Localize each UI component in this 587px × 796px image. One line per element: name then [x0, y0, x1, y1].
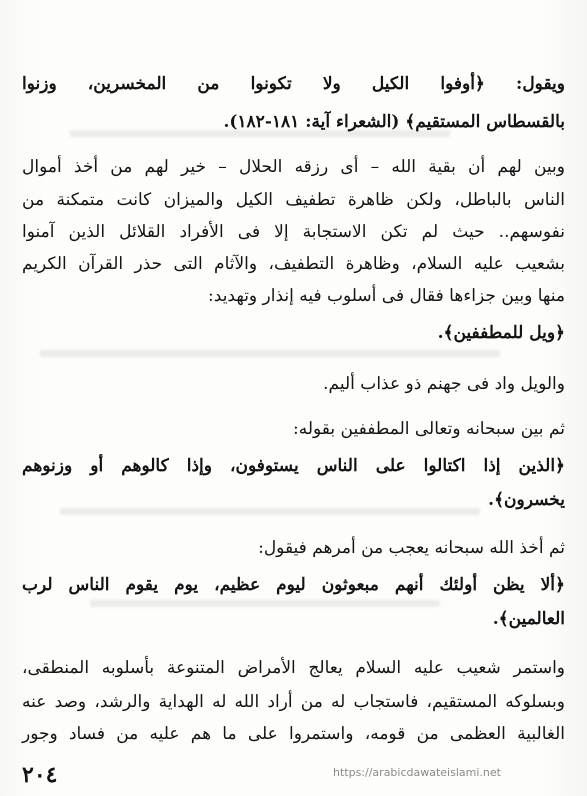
quran-verse: ﴿ألا يظن أولئك أنهم مبعوثون ليوم عظيم، يوم يقوم الناس لرب — [22, 575, 565, 595]
quran-verse: يخسرون﴾. — [488, 490, 565, 510]
watermark-url: https://arabicdawateislami.net — [333, 766, 501, 779]
text-line: الناس بالباطل، ولكن ظاهرة تطفيف الكيل والميزان كانت متمكنة من — [22, 190, 565, 210]
text-line: ويقول: ﴿أوفوا الكيل ولا تكونوا من المخسرين، وزنوا — [22, 74, 565, 94]
text-line: بشعيب عليه السلام، وظاهرة التطفيف، والآثام التى حذر القرآن الكريم — [22, 254, 565, 274]
text-line: ثم بين سبحانه وتعالى المطففين بقوله: — [293, 419, 565, 439]
text-line: منها وبين جزاءها فقال فى أسلوب فيه إنذار وتهديد: — [208, 286, 565, 306]
scan-noise — [40, 350, 500, 357]
text-line: والويل واد فى جهنم ذو عذاب أليم. — [323, 374, 565, 394]
quran-verse: ﴿الذين إذا اكتالوا على الناس يستوفون، وإذا كالوهم أو وزنوهم — [22, 456, 565, 476]
text-line: واستمر شعيب عليه السلام يعالج الأمراض المتنوعة بأسلوبه المنطقى، — [22, 658, 565, 678]
text-line: وبسلوكه المستقيم، فاستجاب له من أراد الله له الهداية والرشد، وصد عنه — [22, 692, 565, 712]
text-line: وبين لهم أن بقية الله – أى رزقه الحلال – خير لهم من أخذ أموال — [22, 157, 565, 177]
text-line: الغالبية العظمى من قومه، واستمروا على ما هم عليه من فساد وجور — [22, 724, 565, 744]
quran-verse: ﴿ويل للمطففين﴾. — [437, 323, 565, 343]
page-number: ٢٠٤ — [22, 762, 58, 788]
text-line: ثم أخذ الله سبحانه يعجب من أمرهم فيقول: — [258, 538, 565, 558]
text-line: بالقسطاس المستقيم﴾ (الشعراء آية: ١٨١-١٨٢). — [223, 112, 565, 132]
text-line: نفوسهم.. حيث لم تكن الاستجابة إلا فى الأفراد القلائل الذين آمنوا — [22, 222, 565, 242]
quran-verse: العالمين﴾. — [492, 609, 565, 629]
